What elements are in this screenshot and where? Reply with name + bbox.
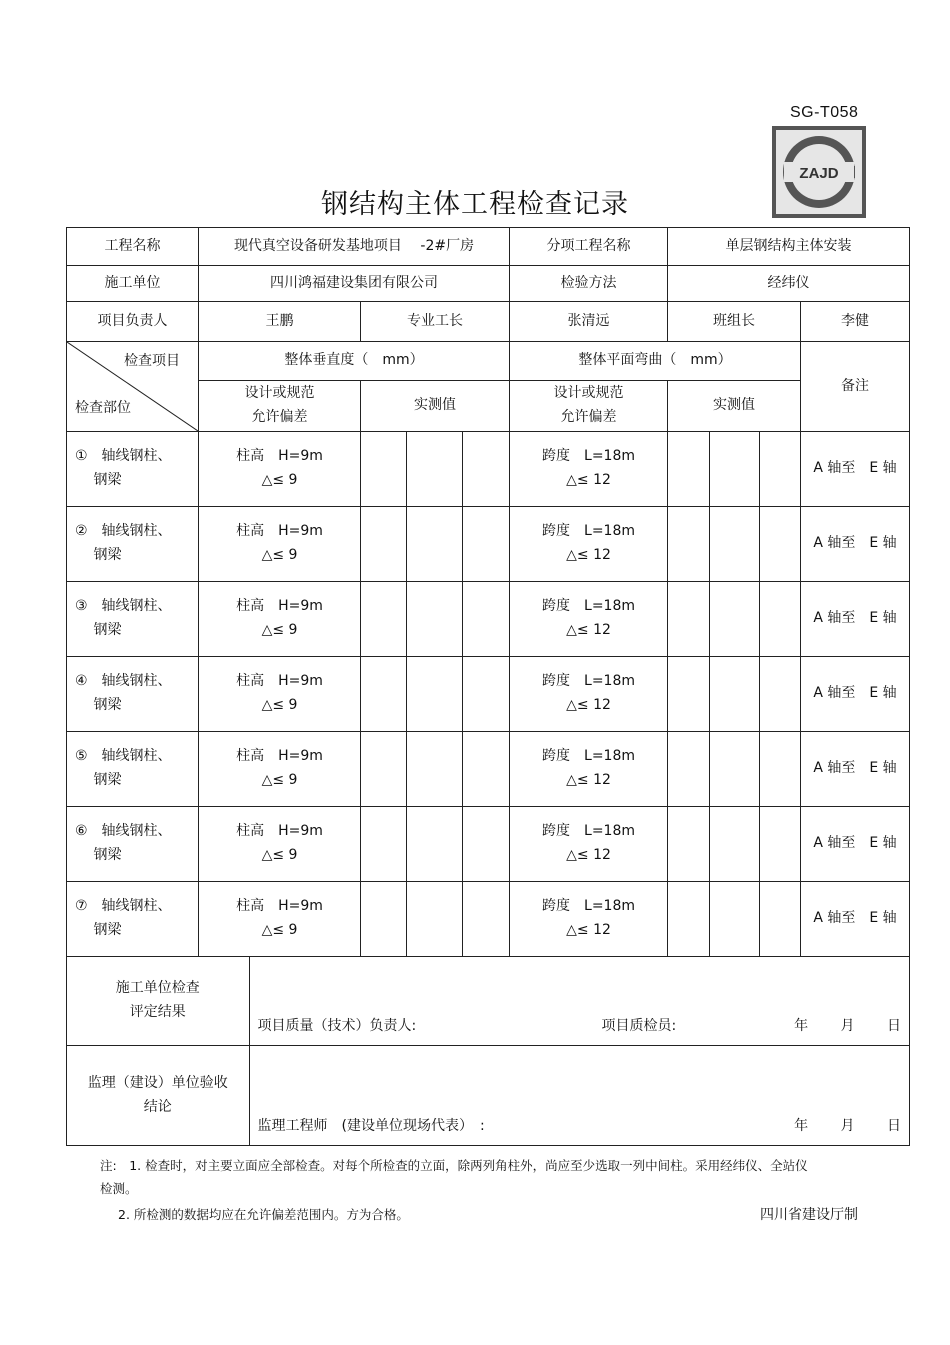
check-location-header: 检查部位	[75, 400, 131, 417]
table-row	[67, 582, 910, 657]
flat-measured-cell	[668, 882, 710, 957]
vert-measured-cell	[463, 582, 510, 657]
vert-tolerance: 柱高 H=9m △≤ 9	[199, 732, 361, 807]
flat-measured-cell	[710, 432, 760, 507]
table-row	[67, 507, 910, 582]
remark: A 轴至 E 轴	[801, 507, 910, 582]
vert-tolerance: 柱高 H=9m △≤ 9	[199, 807, 361, 882]
method-value: 经纬仪	[668, 266, 910, 302]
team-leader-label: 班组长	[668, 302, 801, 342]
method-label: 检验方法	[510, 266, 668, 302]
supervisor-eval-date: 年 月 日	[794, 1118, 902, 1135]
form-code: SG-T058	[790, 104, 859, 121]
flat-measured-cell	[710, 657, 760, 732]
check-item-header: 检查项目	[124, 353, 180, 369]
contractor-value: 四川鸿福建设集团有限公司	[199, 266, 510, 302]
vert-measured-cell	[463, 732, 510, 807]
table-row	[67, 882, 910, 957]
supervisor-signature-label: 监理工程师 (建设单位现场代表） :	[257, 1118, 485, 1135]
flat-measured-cell	[710, 507, 760, 582]
vert-measured-cell	[407, 657, 463, 732]
remark: A 轴至 E 轴	[801, 807, 910, 882]
foreman-value: 张清远	[510, 302, 668, 342]
check-location: ③ 轴线钢柱、 钢梁	[67, 582, 199, 657]
flat-measured-cell	[710, 582, 760, 657]
note-1: 注: 1. 检查时，对主要立面应全部检查。对每个所检查的立面，除两列角柱外，尚应至少选取一列中间柱。采用经纬仪、全站仪检测。	[100, 1158, 808, 1197]
contractor-eval-sign-area	[249, 957, 909, 1045]
document-title: 钢结构主体工程检查记录	[321, 189, 629, 220]
vert-tolerance: 柱高 H=9m △≤ 9	[199, 507, 361, 582]
vert-measured-cell	[407, 882, 463, 957]
flat-measured-cell	[668, 582, 710, 657]
inspection-table	[66, 227, 910, 1146]
note-2: 2. 所检测的数据均应在允许偏差范围内。方为合格。	[118, 1207, 409, 1222]
remark: A 轴至 E 轴	[801, 432, 910, 507]
flat-measured-cell	[668, 507, 710, 582]
vert-measured-cell	[361, 657, 407, 732]
vert-tolerance: 柱高 H=9m △≤ 9	[199, 432, 361, 507]
foreman-label: 专业工长	[361, 302, 510, 342]
verticality-header: 整体垂直度（ mm）	[199, 342, 510, 381]
project-name-value: 现代真空设备研发基地项目 -2#厂房	[199, 228, 510, 266]
flat-tolerance: 跨度 L=18m △≤ 12	[510, 657, 668, 732]
vert-measured-cell	[407, 807, 463, 882]
vert-measured-cell	[463, 657, 510, 732]
vert-measured-cell	[407, 732, 463, 807]
vert-tolerance: 柱高 H=9m △≤ 9	[199, 657, 361, 732]
flat-measured-cell	[760, 882, 801, 957]
vert-measured-cell	[407, 432, 463, 507]
flat-measured-cell	[668, 657, 710, 732]
flat-measured-cell	[668, 432, 710, 507]
flat-measured-header: 实测值	[668, 381, 801, 432]
vert-measured-cell	[361, 882, 407, 957]
check-location: ④ 轴线钢柱、 钢梁	[67, 657, 199, 732]
flat-measured-cell	[710, 882, 760, 957]
supervisor-eval-label: 监理（建设）单位验收 结论	[67, 1046, 249, 1145]
remarks-header: 备注	[801, 342, 910, 432]
flat-tolerance: 跨度 L=18m △≤ 12	[510, 882, 668, 957]
quality-head-signature-label: 项目质量（技术）负责人:	[257, 1018, 417, 1035]
flat-tolerance: 跨度 L=18m △≤ 12	[510, 582, 668, 657]
vert-measured-cell	[463, 432, 510, 507]
pm-label: 项目负责人	[67, 302, 199, 342]
flat-tolerance: 跨度 L=18m △≤ 12	[510, 507, 668, 582]
remark: A 轴至 E 轴	[801, 657, 910, 732]
remark: A 轴至 E 轴	[801, 882, 910, 957]
team-leader-value: 李健	[801, 302, 910, 342]
vert-measured-cell	[407, 582, 463, 657]
issuer: 四川省建设厅制	[760, 1207, 858, 1223]
flat-tolerance-header: 设计或规范 允许偏差	[510, 381, 668, 432]
flat-tolerance: 跨度 L=18m △≤ 12	[510, 732, 668, 807]
supervisor-eval-sign-area	[249, 1046, 909, 1145]
flat-measured-cell	[760, 432, 801, 507]
vert-measured-header: 实测值	[361, 381, 510, 432]
vert-measured-cell	[361, 807, 407, 882]
vert-measured-cell	[361, 432, 407, 507]
supervisor-eval-block	[67, 1046, 910, 1146]
pm-value: 王鹏	[199, 302, 361, 342]
flat-measured-cell	[760, 807, 801, 882]
vert-measured-cell	[407, 507, 463, 582]
contractor-eval-label: 施工单位检查 评定结果	[67, 957, 249, 1045]
flat-measured-cell	[760, 657, 801, 732]
vert-tolerance: 柱高 H=9m △≤ 9	[199, 582, 361, 657]
flat-measured-cell	[710, 807, 760, 882]
flat-measured-cell	[668, 732, 710, 807]
vert-measured-cell	[463, 882, 510, 957]
vert-tolerance: 柱高 H=9m △≤ 9	[199, 882, 361, 957]
sub-item-label: 分项工程名称	[510, 228, 668, 266]
remark: A 轴至 E 轴	[801, 732, 910, 807]
table-row	[67, 807, 910, 882]
vert-measured-cell	[361, 507, 407, 582]
check-location: ⑦ 轴线钢柱、 钢梁	[67, 882, 199, 957]
check-location: ① 轴线钢柱、 钢梁	[67, 432, 199, 507]
check-location: ⑥ 轴线钢柱、 钢梁	[67, 807, 199, 882]
flat-tolerance: 跨度 L=18m △≤ 12	[510, 432, 668, 507]
sub-item-value: 单层钢结构主体安装	[668, 228, 910, 266]
table-row	[67, 657, 910, 732]
flatness-header: 整体平面弯曲（ mm）	[510, 342, 801, 381]
table-row	[67, 432, 910, 507]
contractor-label: 施工单位	[67, 266, 199, 302]
flat-measured-cell	[710, 732, 760, 807]
contractor-eval-block	[67, 957, 910, 1046]
svg-text:ZAJD: ZAJD	[799, 165, 839, 182]
remark: A 轴至 E 轴	[801, 582, 910, 657]
vert-measured-cell	[463, 507, 510, 582]
contractor-eval-date: 年 月 日	[794, 1018, 902, 1035]
check-location: ⑤ 轴线钢柱、 钢梁	[67, 732, 199, 807]
vert-measured-cell	[463, 807, 510, 882]
flat-measured-cell	[760, 582, 801, 657]
diagonal-header-cell	[67, 342, 199, 432]
flat-measured-cell	[668, 807, 710, 882]
quality-inspector-signature-label: 项目质检员:	[601, 1018, 677, 1035]
vert-measured-cell	[361, 582, 407, 657]
project-name-label: 工程名称	[67, 228, 199, 266]
flat-tolerance: 跨度 L=18m △≤ 12	[510, 807, 668, 882]
vert-tolerance-header: 设计或规范 允许偏差	[199, 381, 361, 432]
flat-measured-cell	[760, 507, 801, 582]
table-row	[67, 732, 910, 807]
flat-measured-cell	[760, 732, 801, 807]
vert-measured-cell	[361, 732, 407, 807]
check-location: ② 轴线钢柱、 钢梁	[67, 507, 199, 582]
